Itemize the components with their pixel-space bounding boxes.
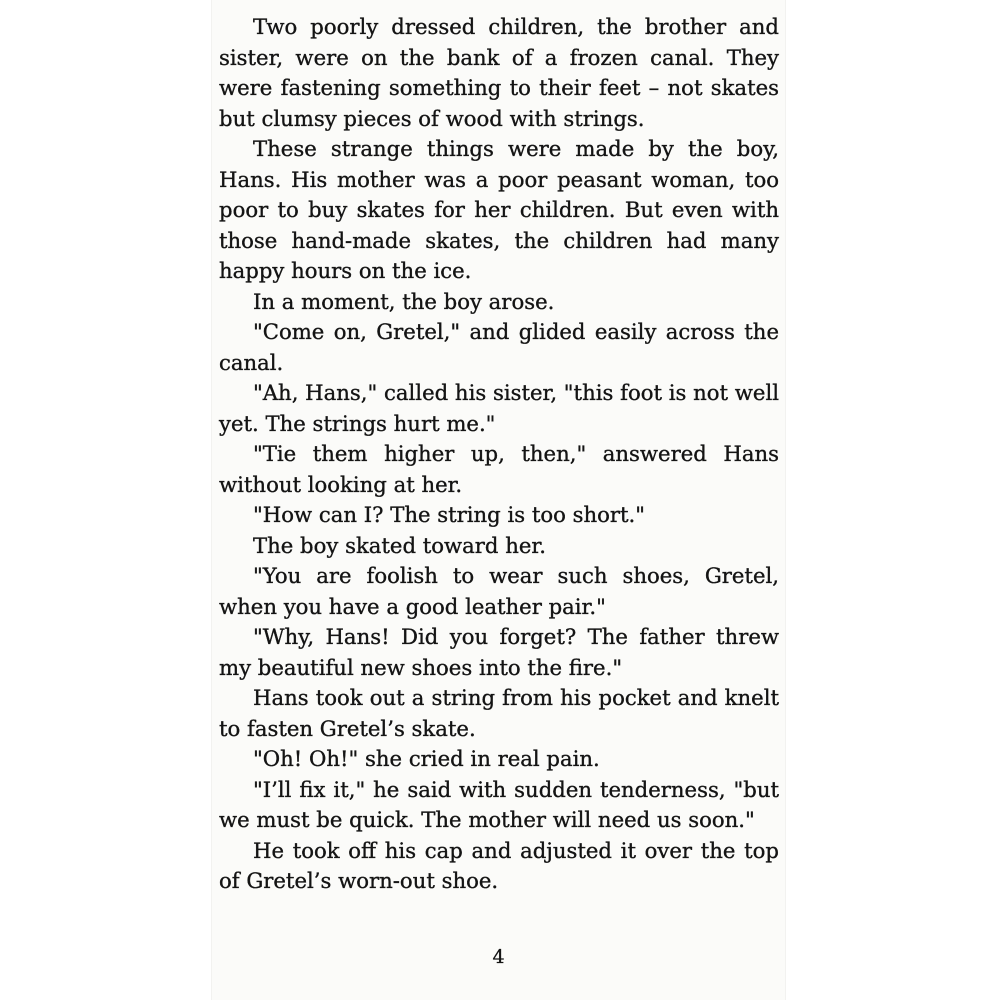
book-page [212,0,785,1000]
paragraph: In a moment, the boy arose. [253,288,555,314]
paragraph: The boy skated toward her. [253,532,546,558]
paragraph: These strange things were made by the boy, Hans. His mother was a poor peasant woman, too poor to buy skates for her children. But even with those hand-made skates, the children had many happy hours on the ice. [219,136,779,283]
paragraph: "Tie them higher up, then," answered Hans without looking at her. [219,441,779,497]
paragraph: "You are foolish to wear such shoes, Gretel, when you have a good leather pair." [219,563,779,619]
paragraph: "I’ll fix it," he said with sudden tenderness, "but we must be quick. The mother will need us soon." [219,776,779,832]
paragraph: "Come on, Gretel," and glided easily across the canal. [219,319,779,375]
paragraph: "Oh! Oh!" she cried in real pain. [253,746,600,771]
paragraph: "How can I? The string is too short." [253,502,646,527]
body-text [219,12,779,897]
paragraph: He took off his cap and adjusted it over the top of Gretel’s worn-out shoe. [219,837,779,893]
paragraph: "Ah, Hans," called his sister, "this foot is not well yet. The strings hurt me." [219,380,779,436]
paragraph: "Why, Hans! Did you forget? The father threw my beautiful new shoes into the fire." [219,624,779,680]
paragraph: Hans took out a string from his pocket and knelt to fasten Gretel’s skate. [219,685,779,741]
page-number: 4 [492,946,505,968]
paragraph: Two poorly dressed children, the brother and sister, were on the bank of a frozen canal. They were fastening something to their feet – not skates but clumsy pieces of wood with strings. [219,14,779,131]
